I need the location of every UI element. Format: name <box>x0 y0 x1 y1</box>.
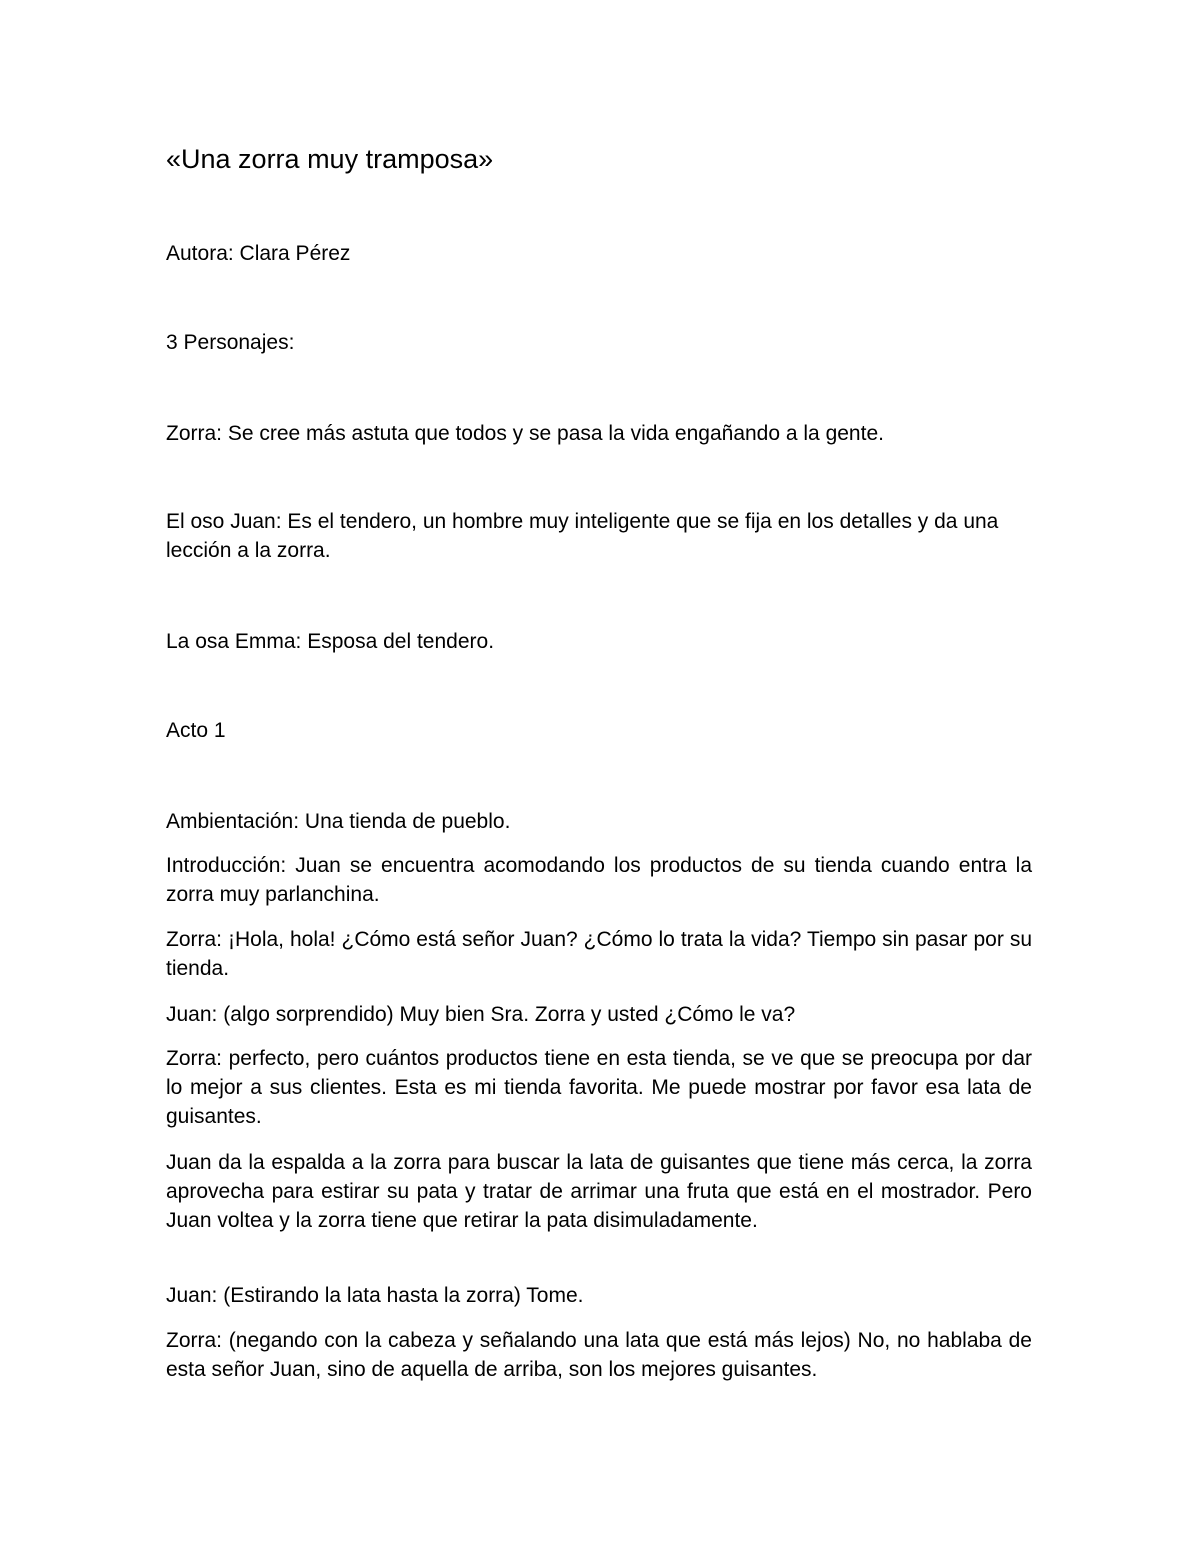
setting-line: Ambientación: Una tienda de pueblo. <box>166 810 511 833</box>
characters-heading: 3 Personajes: <box>166 331 295 354</box>
paragraph-juan-tome: Juan: (Estirando la lata hasta la zorra) Tome. <box>166 1284 584 1307</box>
act-heading: Acto 1 <box>166 719 226 742</box>
character-juan: El oso Juan: Es el tendero, un hombre muy inteligente que se fija en los detalles y da una lección a la zorra. <box>166 510 999 562</box>
author-line: Autora: Clara Pérez <box>166 242 351 265</box>
document-title: «Una zorra muy tramposa» <box>166 144 494 174</box>
paragraph-accion: Juan da la espalda a la zorra para buscar la lata de guisantes que tiene más cerca, la zorra aprovecha para estirar su pata y tratar de arrimar una fruta que está en el mostrador. Pero Juan voltea y la zorra tiene que retirar la pata disimuladamente. <box>166 1151 1032 1232</box>
character-zorra: Zorra: Se cree más astuta que todos y se pasa la vida engañando a la gente. <box>166 422 884 445</box>
paragraph-juan-respuesta: Juan: (algo sorprendido) Muy bien Sra. Zorra y usted ¿Cómo le va? <box>166 1003 796 1026</box>
paragraph-zorra-guisantes: Zorra: perfecto, pero cuántos productos tiene en esta tienda, se ve que se preocupa por dar lo mejor a sus clientes. Esta es mi tienda favorita. Me puede mostrar por favor esa lata de guisantes. <box>166 1047 1032 1128</box>
paragraph-zorra-saludo: Zorra: ¡Hola, hola! ¿Cómo está señor Juan? ¿Cómo lo trata la vida? Tiempo sin pasar por su tienda. <box>166 928 1032 980</box>
paragraph-zorra-negando: Zorra: (negando con la cabeza y señalando una lata que está más lejos) No, no hablaba de esta señor Juan, sino de aquella de arriba, son los mejores guisantes. <box>166 1329 1032 1381</box>
paragraph-introduccion: Introducción: Juan se encuentra acomodando los productos de su tienda cuando entra la zorra muy parlanchina. <box>166 854 1032 906</box>
character-emma: La osa Emma: Esposa del tendero. <box>166 630 495 653</box>
